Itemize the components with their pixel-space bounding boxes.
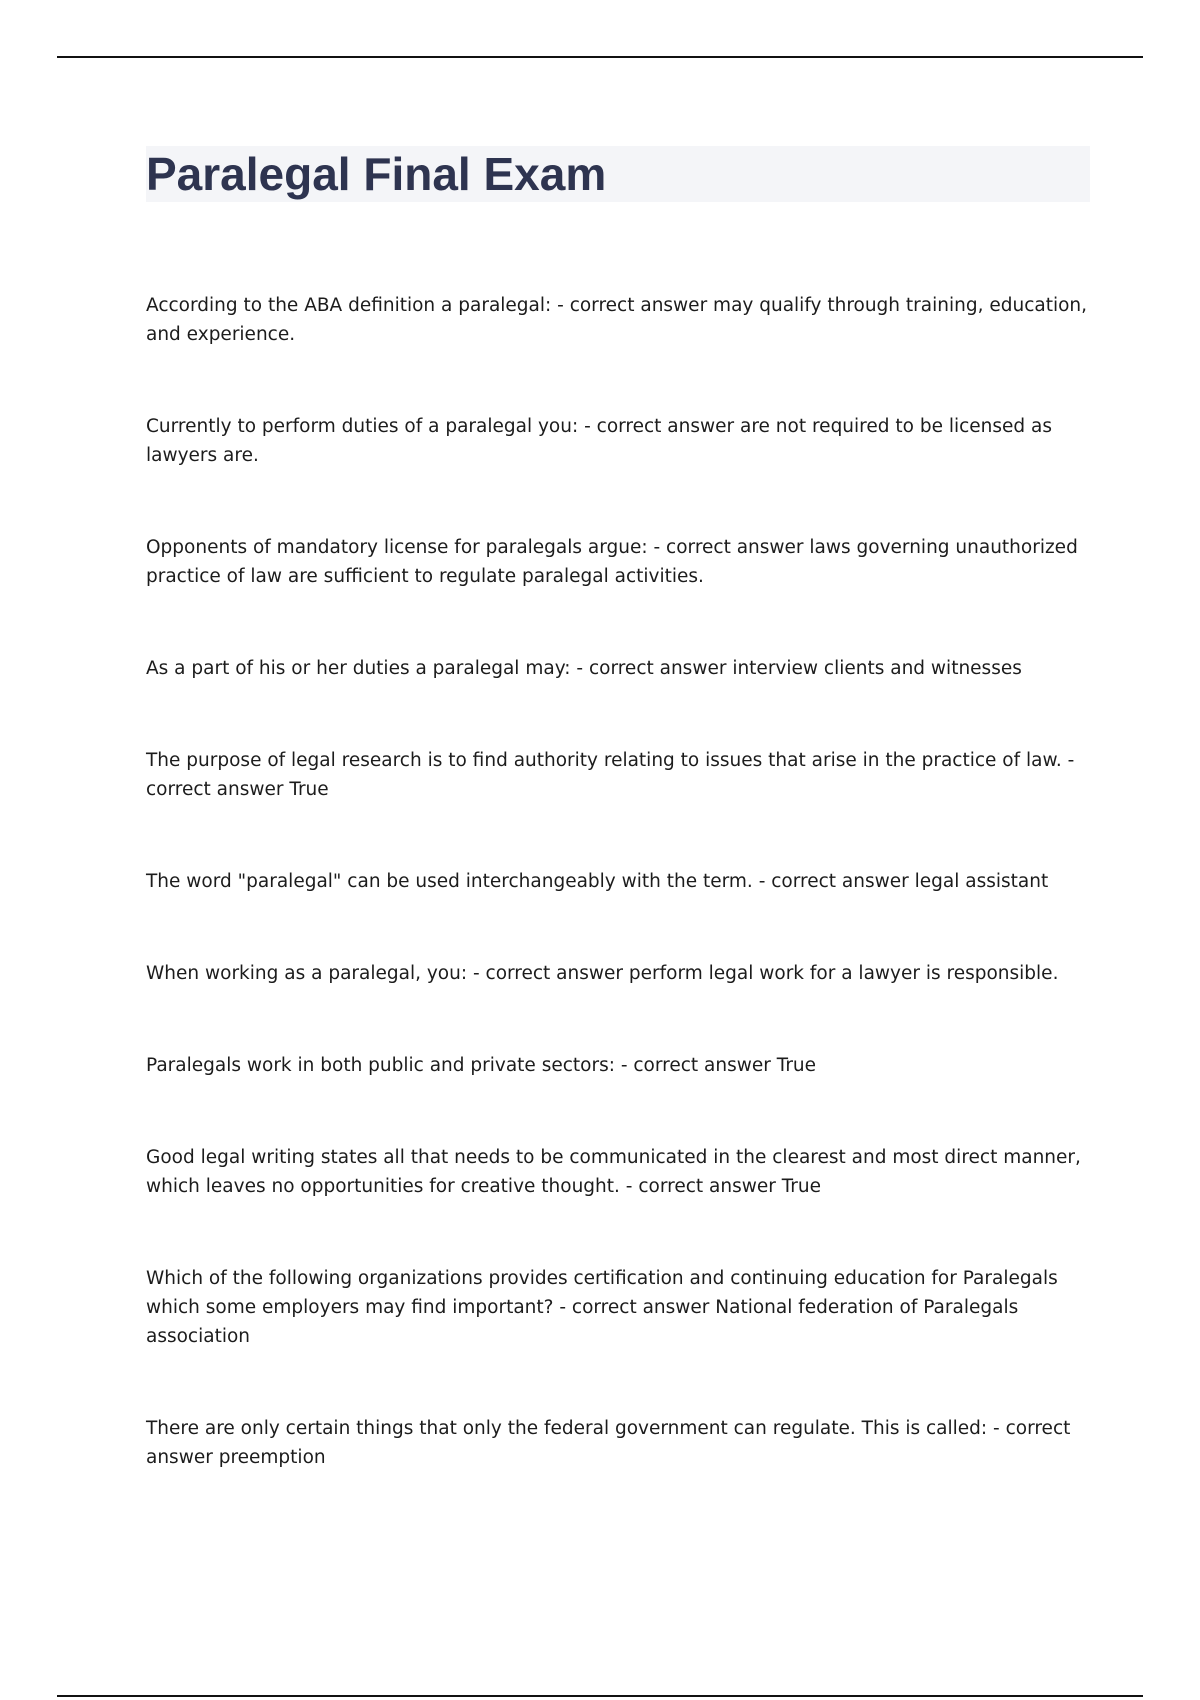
bottom-divider [57,1695,1143,1697]
page-title: Paralegal Final Exam [146,148,607,200]
qa-item-4: As a part of his or her duties a paralegal may: - correct answer interview clients and witnesses [146,658,1022,679]
qa-item-9: Good legal writing states all that needs to be communicated in the clearest and most direct manner, which leaves no opportunities for creative thought. - correct answer True [146,1147,1081,1197]
qa-item-5: The purpose of legal research is to find authority relating to issues that arise in the practice of law. - correct answer True [146,750,1075,800]
qa-item-7: When working as a paralegal, you: - correct answer perform legal work for a lawyer is responsible. [146,963,1059,984]
qa-item-11: There are only certain things that only the federal government can regulate. This is called: - correct answer preemption [146,1418,1071,1468]
qa-item-8: Paralegals work in both public and private sectors: - correct answer True [146,1055,817,1076]
qa-item-2: Currently to perform duties of a paralegal you: - correct answer are not required to be licensed as lawyers are. [146,416,1053,466]
top-divider [57,56,1143,58]
qa-item-3: Opponents of mandatory license for paralegals argue: - correct answer laws governing unauthorized practice of law are sufficient to regulate paralegal activities. [146,537,1078,587]
qa-item-1: According to the ABA definition a paralegal: - correct answer may qualify through training, education, and experience. [146,295,1088,345]
qa-item-10: Which of the following organizations provides certification and continuing education for Paralegals which some employers may find important? - correct answer National federation of Paralegals association [146,1268,1058,1347]
qa-list [146,291,1096,1535]
qa-item-6: The word "paralegal" can be used interchangeably with the term. - correct answer legal assistant [146,871,1049,892]
